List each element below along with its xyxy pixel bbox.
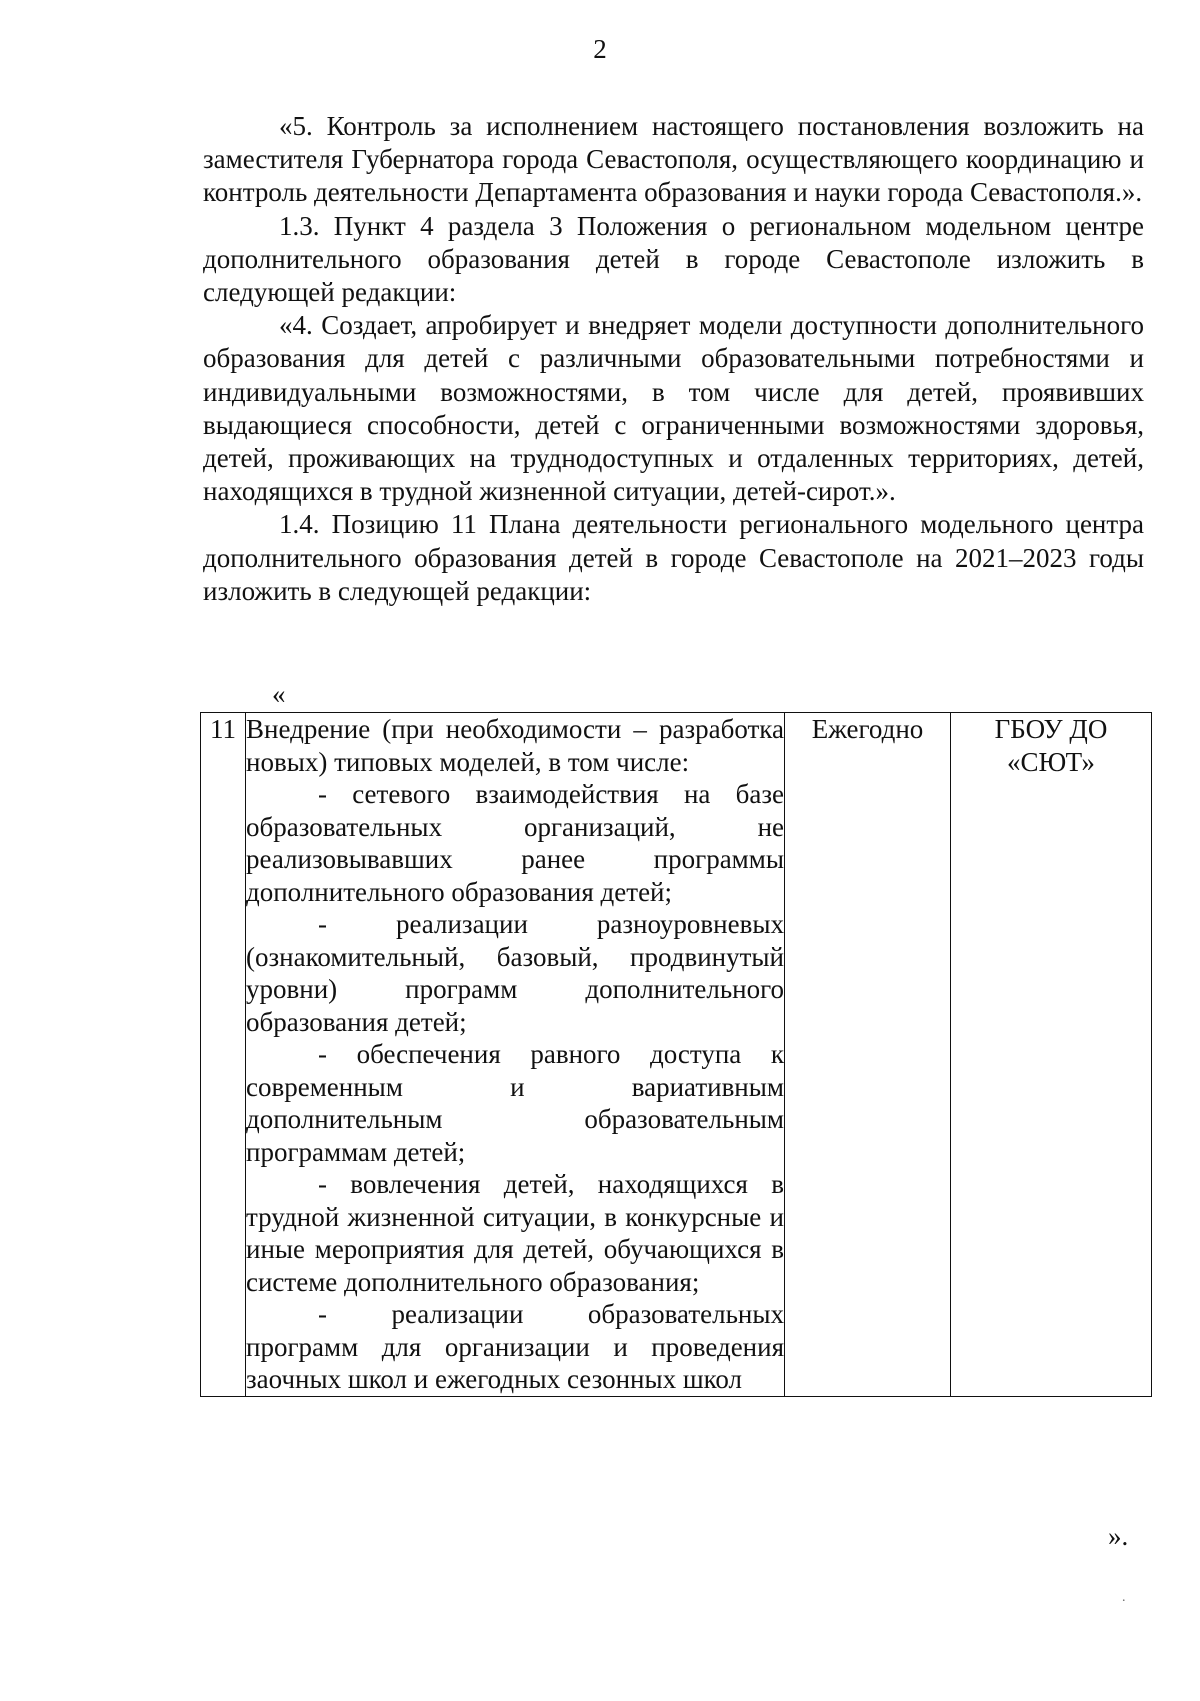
description-item-multilevel: - реализации разноуровневых (ознакомительный, базовый, продвинутый уровни) программ дополнительного образования детей; bbox=[246, 909, 784, 1037]
plan-table bbox=[200, 712, 1152, 1397]
paragraph-1-4: 1.4. Позицию 11 Плана деятельности регионального модельного центра дополнительного образования детей в городе Севастополе на 2021–2023 годы изложить в следующей редакции: bbox=[203, 509, 1144, 606]
table-row bbox=[201, 713, 1152, 1397]
description-item-schools: - реализации образовательных программ для организации и проведения заочных школ и ежегодных сезонных школ bbox=[246, 1299, 784, 1394]
page-number: 2 bbox=[593, 34, 607, 64]
document-body bbox=[203, 110, 1144, 608]
description-item-access: - обеспечения равного доступа к современным и вариативным дополнительным образовательным программам детей; bbox=[246, 1039, 784, 1167]
scan-speck: . bbox=[1122, 1590, 1126, 1605]
paragraph-control: «5. Контроль за исполнением настоящего постановления возложить на заместителя Губернатора города Севастополя, осуществляющего координацию и контроль деятельности Департамента образования и науки города Севастополя.». bbox=[203, 111, 1144, 208]
description-item-involvement: - вовлечения детей, находящихся в трудной жизненной ситуации, в конкурсные и иные мероприятия для детей, обучающихся в системе дополнительного образования; bbox=[246, 1169, 784, 1297]
description-item-network: - сетевого взаимодействия на базе образовательных организаций, не реализовывавших ранее программы дополнительного образования детей; bbox=[246, 779, 784, 907]
close-quote: ». bbox=[1108, 1521, 1129, 1551]
executor-cell: ГБОУ ДО «СЮТ» bbox=[951, 713, 1152, 1397]
row-number-cell: 11 bbox=[201, 713, 246, 1397]
paragraph-item-4: «4. Создает, апробирует и внедряет модели доступности дополнительного образования для детей с различными образовательными потребностями и индивидуальными возможностями, в том числе для детей, проявивших выдающиеся способности, детей с ограниченными возможностями здоровья, детей, проживающих на труднодоступных и отдаленных территориях, детей, находящихся в трудной жизненной ситуации, детей-сирот.». bbox=[203, 310, 1144, 507]
period-cell: Ежегодно bbox=[785, 713, 951, 1397]
paragraph-1-3: 1.3. Пункт 4 раздела 3 Положения о региональном модельном центре дополнительного образования детей в городе Севастополе изложить в следующей редакции: bbox=[203, 210, 1144, 308]
description-intro: Внедрение (при необходимости – разработка новых) типовых моделей, в том числе: bbox=[246, 714, 784, 777]
description-cell bbox=[246, 713, 785, 1397]
open-quote: « bbox=[272, 679, 286, 709]
